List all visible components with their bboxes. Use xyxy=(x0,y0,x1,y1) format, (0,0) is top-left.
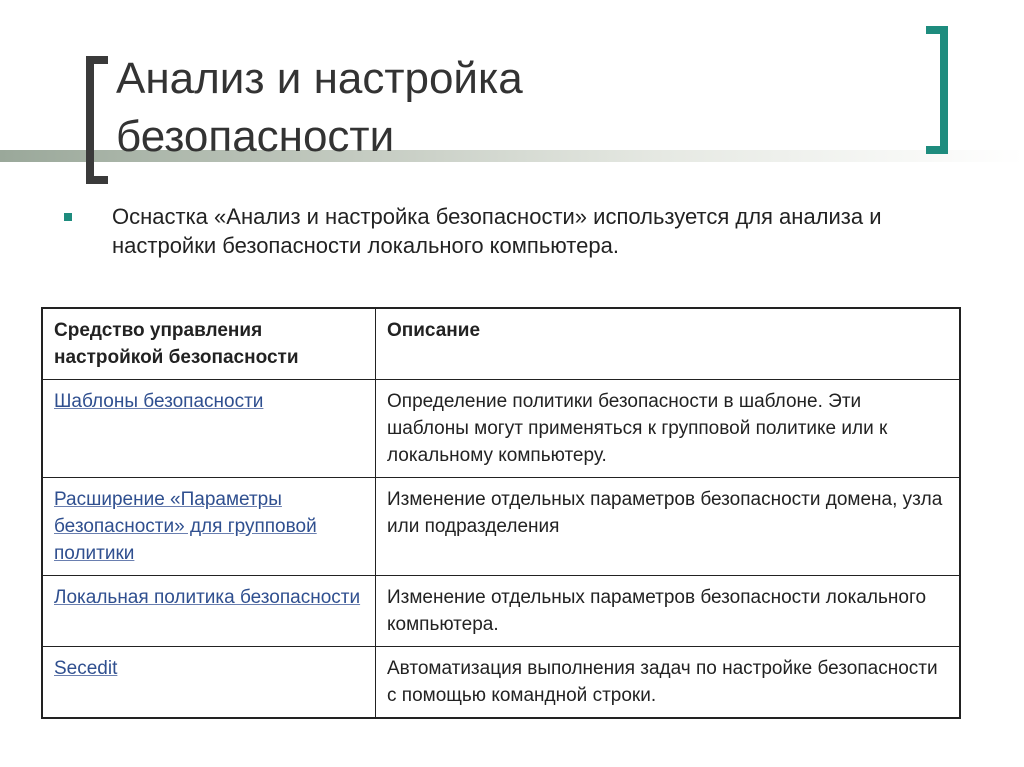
table-row xyxy=(42,478,960,576)
header-description: Описание xyxy=(376,308,961,380)
left-bracket-decoration xyxy=(86,56,108,184)
tool-cell xyxy=(42,478,376,576)
table-header-row xyxy=(42,308,960,380)
square-bullet-icon xyxy=(64,213,72,221)
tool-cell xyxy=(42,576,376,647)
right-bracket-decoration xyxy=(926,26,948,154)
header-tool: Средство управления настройкой безопасности xyxy=(42,308,376,380)
table-row xyxy=(42,380,960,478)
security-tools-table xyxy=(41,307,961,719)
title-line-2: безопасности xyxy=(116,112,395,161)
tool-cell xyxy=(42,380,376,478)
description-cell: Изменение отдельных параметров безопасности домена, узла или подразделения xyxy=(376,478,961,576)
tool-link-security-templates[interactable]: Шаблоны безопасности xyxy=(54,391,264,412)
table-row xyxy=(42,576,960,647)
tool-cell xyxy=(42,647,376,719)
tool-link-secedit[interactable]: Secedit xyxy=(54,658,118,679)
tool-link-security-settings-extension[interactable]: Расширение «Параметры безопасности» для групповой политики xyxy=(54,489,317,564)
description-cell: Изменение отдельных параметров безопасности локального компьютера. xyxy=(376,576,961,647)
title-line-1: Анализ и настройка xyxy=(116,54,523,103)
slide-title xyxy=(116,50,876,166)
bullet-text: Оснастка «Анализ и настройка безопасности» используется для анализа и настройки безопасности локального компьютера. xyxy=(112,204,882,258)
table-row xyxy=(42,647,960,719)
description-cell: Определение политики безопасности в шаблоне. Эти шаблоны могут применяться к групповой политике или к локальному компьютеру. xyxy=(376,380,961,478)
description-cell: Автоматизация выполнения задач по настройке безопасности с помощью командной строки. xyxy=(376,647,961,719)
tool-link-local-security-policy[interactable]: Локальная политика безопасности xyxy=(54,587,361,608)
